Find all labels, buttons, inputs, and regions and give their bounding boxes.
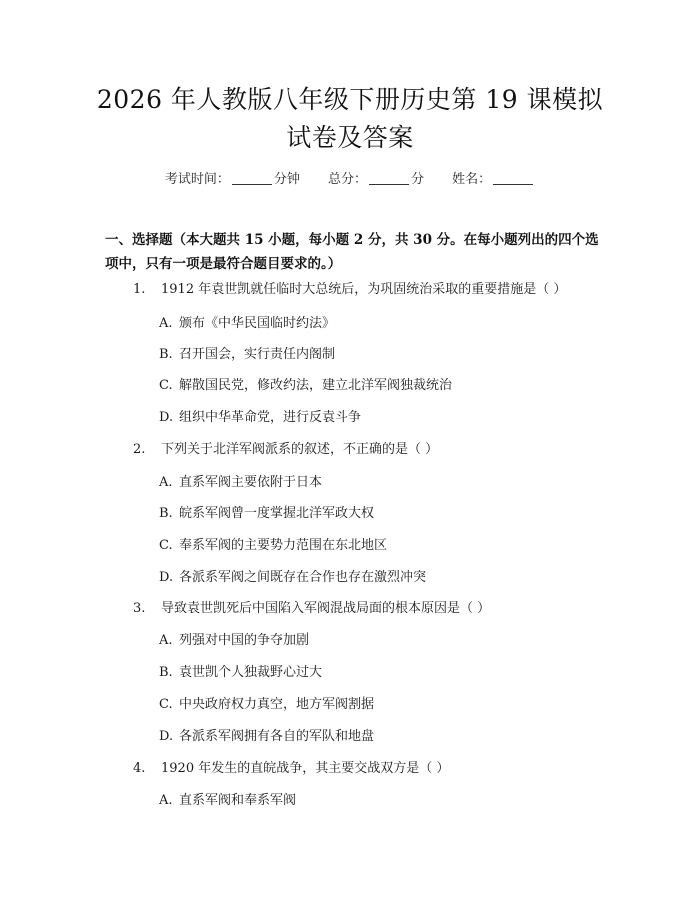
- option-letter: B.: [159, 506, 173, 521]
- question-3-option-d: [159, 728, 374, 746]
- question-2-option-c: [159, 537, 387, 555]
- name-blank: [493, 172, 533, 185]
- option-letter: D.: [159, 570, 174, 585]
- question-text: 下列关于北洋军阀派系的叙述，不正确的是（ ）: [161, 442, 439, 457]
- question-1-option-d: [159, 409, 361, 427]
- option-text: 召开国会，实行责任内阁制: [179, 347, 336, 362]
- exam-meta: [0, 168, 700, 187]
- option-text: 列强对中国的争夺加剧: [179, 633, 310, 648]
- question-text: 1912 年袁世凯就任临时大总统后，为巩固统治采取的重要措施是（ ）: [161, 282, 567, 297]
- time-label: 考试时间：: [164, 172, 230, 187]
- exam-time: [165, 172, 304, 187]
- question-text: 导致袁世凯死后中国陷入军阀混战局面的根本原因是（ ）: [161, 601, 491, 616]
- question-1-option-c: [159, 377, 452, 395]
- option-text: 奉系军阀的主要势力范围在东北地区: [179, 538, 388, 553]
- question-2-option-d: [159, 569, 426, 587]
- option-letter: C.: [159, 538, 173, 553]
- question-number: 3.: [133, 601, 146, 616]
- score-label: 总分：: [327, 172, 367, 187]
- question-text: 1920 年发生的直皖战争，其主要交战双方是（ ）: [161, 761, 450, 776]
- question-2-option-a: [159, 474, 322, 492]
- option-letter: D.: [159, 729, 174, 744]
- option-text: 中央政府权力真空，地方军阀割据: [179, 697, 375, 712]
- question-1-option-b: [159, 346, 335, 364]
- option-text: 各派系军阀拥有各自的军队和地盘: [179, 729, 375, 744]
- option-text: 各派系军阀之间既存在合作也存在激烈冲突: [179, 570, 427, 585]
- question-4-option-a: [159, 792, 296, 810]
- question-3-option-c: [159, 696, 374, 714]
- option-letter: A.: [159, 475, 173, 490]
- option-letter: A.: [159, 633, 173, 648]
- question-3-option-b: [159, 664, 322, 682]
- option-letter: A.: [159, 793, 173, 808]
- option-text: 直系军阀和奉系军阀: [179, 793, 297, 808]
- question-number: 1.: [133, 282, 146, 297]
- question-4: [133, 760, 449, 778]
- option-letter: C.: [159, 697, 173, 712]
- time-blank: [232, 172, 272, 185]
- question-2-option-b: [159, 505, 374, 523]
- option-letter: D.: [159, 410, 174, 425]
- score-unit: 分: [411, 172, 425, 187]
- question-3: [133, 600, 490, 618]
- document-title-line1: 2026 年人教版八年级下册历史第 19 课模拟: [96, 85, 604, 114]
- question-3-option-a: [159, 632, 309, 650]
- question-2: [133, 441, 438, 459]
- question-number: 2.: [133, 442, 146, 457]
- time-unit: 分钟: [273, 172, 300, 187]
- question-number: 4.: [133, 761, 146, 776]
- exam-score: [328, 172, 428, 187]
- option-letter: A.: [159, 316, 173, 331]
- option-text: 直系军阀主要依附于日本: [179, 475, 323, 490]
- option-text: 组织中华革命党，进行反袁斗争: [179, 410, 362, 425]
- option-letter: C.: [159, 378, 173, 393]
- name-label: 姓名：: [452, 172, 492, 187]
- option-letter: B.: [159, 665, 173, 680]
- option-text: 颁布《中华民国临时约法》: [179, 316, 336, 331]
- option-text: 解散国民党，修改约法，建立北洋军阀独裁统治: [179, 378, 453, 393]
- document-title-line2: 试卷及答案: [286, 123, 414, 152]
- option-text: 袁世凯个人独裁野心过大: [179, 665, 323, 680]
- question-1: [133, 281, 566, 299]
- section-heading: 一、选择题（本大题共 15 小题，每小题 2 分，共 30 分。在每小题列出的四个选项中，只有一项是最符合题目要求的。）: [105, 232, 599, 272]
- question-1-option-a: [159, 315, 335, 333]
- exam-name: [452, 172, 535, 187]
- option-letter: B.: [159, 347, 173, 362]
- score-blank: [369, 172, 409, 185]
- option-text: 皖系军阀曾一度掌握北洋军政大权: [179, 506, 375, 521]
